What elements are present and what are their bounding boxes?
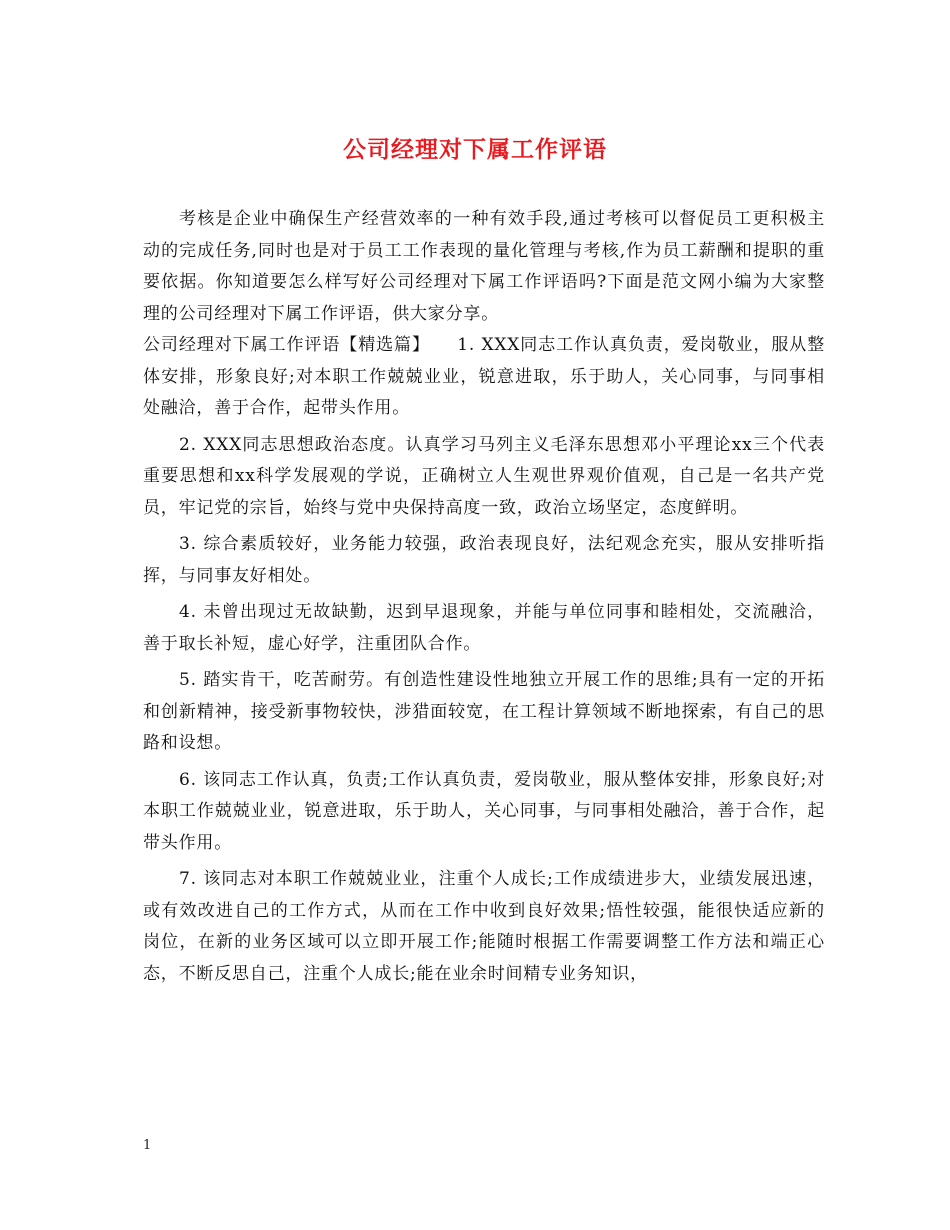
list-item: 2. XXX同志思想政治态度。认真学习马列主义毛泽东思想邓小平理论xx三个代表重要思想和xx科学发展观的学说，正确树立人生观世界观价值观，自己是一名共产党员，牢记党的宗旨，始终与党中央保持高度一致，政治立场坚定，态度鲜明。 (143, 434, 825, 518)
document-title: 公司经理对下属工作评语 (343, 137, 607, 163)
list-item: 6. 该同志工作认真，负责;工作认真负责，爱岗敬业，服从整体安排，形象良好;对本职工作兢兢业业，锐意进取，乐于助人，关心同事，与同事相处融洽，善于合作，起带头作用。 (143, 769, 825, 853)
list-item: 7. 该同志对本职工作兢兢业业，注重个人成长;工作成绩进步大，业绩发展迅速，或有效改进自己的工作方式，从而在工作中收到良好效果;悟性较强，能很快适应新的岗位，在新的业务区域可以立即开展工作;能随时根据工作需要调整工作方法和端正心态，不断反思自己，注重个人成长;能在业余时间精专业务知识， (143, 869, 825, 984)
document-body (143, 204, 825, 990)
page-number: 1 (143, 1138, 152, 1153)
list-item: 5. 踏实肯干，吃苦耐劳。有创造性建设性地独立开展工作的思维;具有一定的开拓和创新精神，接受新事物较快，涉猎面较宽，在工程计算领域不断地探索，有自己的思路和设想。 (143, 670, 825, 753)
list-item: 3. 综合素质较好，业务能力较强，政治表现良好，法纪观念充实，服从安排听指挥，与同事友好相处。 (143, 534, 825, 586)
intro-paragraph: 考核是企业中确保生产经营效率的一种有效手段,通过考核可以督促员工更积极主动的完成任务,同时也是对于员工工作表现的量化管理与考核,作为员工薪酬和提职的重要依据。你知道要怎么样写好公司经理对下属工作评语吗?下面是范文网小编为大家整理的公司经理对下属工作评语，供大家分享。 (143, 209, 825, 324)
list-item: 4. 未曾出现过无故缺勤，迟到早退现象，并能与单位同事和睦相处，交流融洽，善于取长补短，虚心好学，注重团队合作。 (143, 602, 825, 654)
section-paragraph: 公司经理对下属工作评语【精选篇】 1. XXX同志工作认真负责，爱岗敬业，服从整体安排，形象良好;对本职工作兢兢业业，锐意进取，乐于助人，关心同事，与同事相处融洽，善于合作，起带头作用。 (143, 335, 825, 418)
